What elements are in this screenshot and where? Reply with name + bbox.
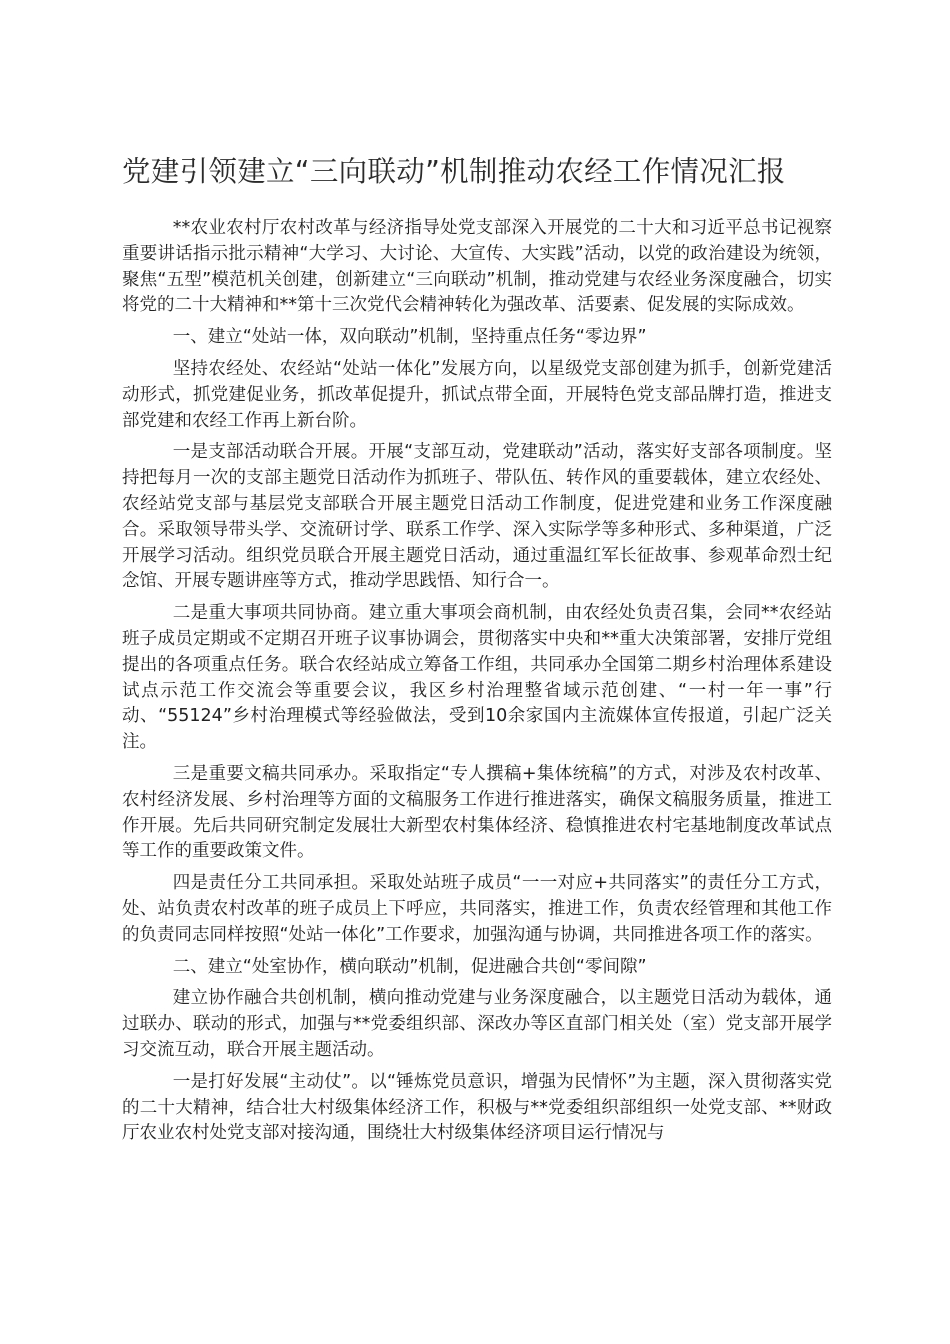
section-1-item-3: 三是重要文稿共同承办。采取指定“专人撰稿+集体统稿”的方式，对涉及农村改革、农村经济发展、乡村治理等方面的文稿服务工作进行推进落实，确保文稿服务质量，推进工作开展。先后共同研究制定发展壮大新型农村集体经济、稳慎推进农村宅基地制度改革试点等工作的重要政策文件。 — [122, 763, 832, 862]
document-page — [122, 150, 832, 1153]
intro-paragraph: **农业农村厅农村改革与经济指导处党支部深入开展党的二十大和习近平总书记视察重要讲话指示批示精神“大学习、大讨论、大宣传、大实践”活动，以党的政治建设为统领，聚焦“五型”模范机关创建，创新建立“三向联动”机制，推动党建与农经业务深度融合，切实将党的二十大精神和**第十三次党代会精神转化为强改革、活要素、促发展的实际成效。 — [122, 218, 832, 316]
section-2-summary: 建立协作融合共创机制，横向推动党建与业务深度融合，以主题党日活动为载体，通过联办、联动的形式，加强与**党委组织部、深改办等区直部门相关处（室）党支部开展学习交流互动，联合开展主题活动。 — [122, 988, 832, 1060]
document-title: 党建引领建立“三向联动”机制推动农经工作情况汇报 — [122, 155, 786, 188]
section-1-summary: 坚持农经处、农经站“处站一体化”发展方向，以星级党支部创建为抓手，创新党建活动形式，抓党建促业务，抓改革促提升，抓试点带全面，开展特色党支部品牌打造，推进支部党建和农经工作再上新台阶。 — [122, 358, 832, 431]
section-1-item-2: 二是重大事项共同协商。建立重大事项会商机制，由农经处负责召集，会同**农经站班子成员定期或不定期召开班子议事协调会，贯彻落实中央和**重大决策部署，安排厅党组提出的各项重点任务。联合农经站成立筹备工作组，共同承办全国第二期乡村治理体系建设试点示范工作交流会等重要会议，我区乡村治理整省域示范创建、“一村一年一事”行动、“55124”乡村治理模式等经验做法，受到10余家国内主流媒体宣传报道，引起广泛关注。 — [122, 603, 832, 753]
section-2-item-1: 一是打好发展“主动仗”。以“锤炼党员意识，增强为民情怀”为主题，深入贯彻落实党的二十大精神，结合壮大村级集体经济工作，积极与**党委组织部组织一处党支部、**财政厅农业农村处党支部对接沟通，围绕壮大村级集体经济项目运行情况与 — [122, 1071, 832, 1144]
section-1-item-1: 一是支部活动联合开展。开展“支部互动，党建联动”活动，落实好支部各项制度。坚持把每月一次的支部主题党日活动作为抓班子、带队伍、转作风的重要载体，建立农经处、农经站党支部与基层党支部联合开展主题党日活动工作制度，促进党建和业务工作深度融合。采取领导带头学、交流研讨学、联系工作学、深入实际学等多种形式、多种渠道，广泛开展学习活动。组织党员联合开展主题党日活动，通过重温红军长征故事、参观革命烈士纪念馆、开展专题讲座等方式，推动学思践悟、知行合一。 — [122, 442, 832, 592]
section-1-heading: 一、建立“处站一体，双向联动”机制，坚持重点任务“零边界” — [172, 327, 647, 348]
section-2-heading: 二、建立“处室协作，横向联动”机制，促进融合共创“零间隙” — [172, 956, 647, 977]
section-1-item-4: 四是责任分工共同承担。采取处站班子成员“一一对应+共同落实”的责任分工方式，处、站负责农村改革的班子成员上下呼应，共同落实，推进工作，负责农经管理和其他工作的负责同志同样按照“处站一体化”工作要求，加强沟通与协调，共同推进各项工作的落实。 — [122, 873, 832, 945]
